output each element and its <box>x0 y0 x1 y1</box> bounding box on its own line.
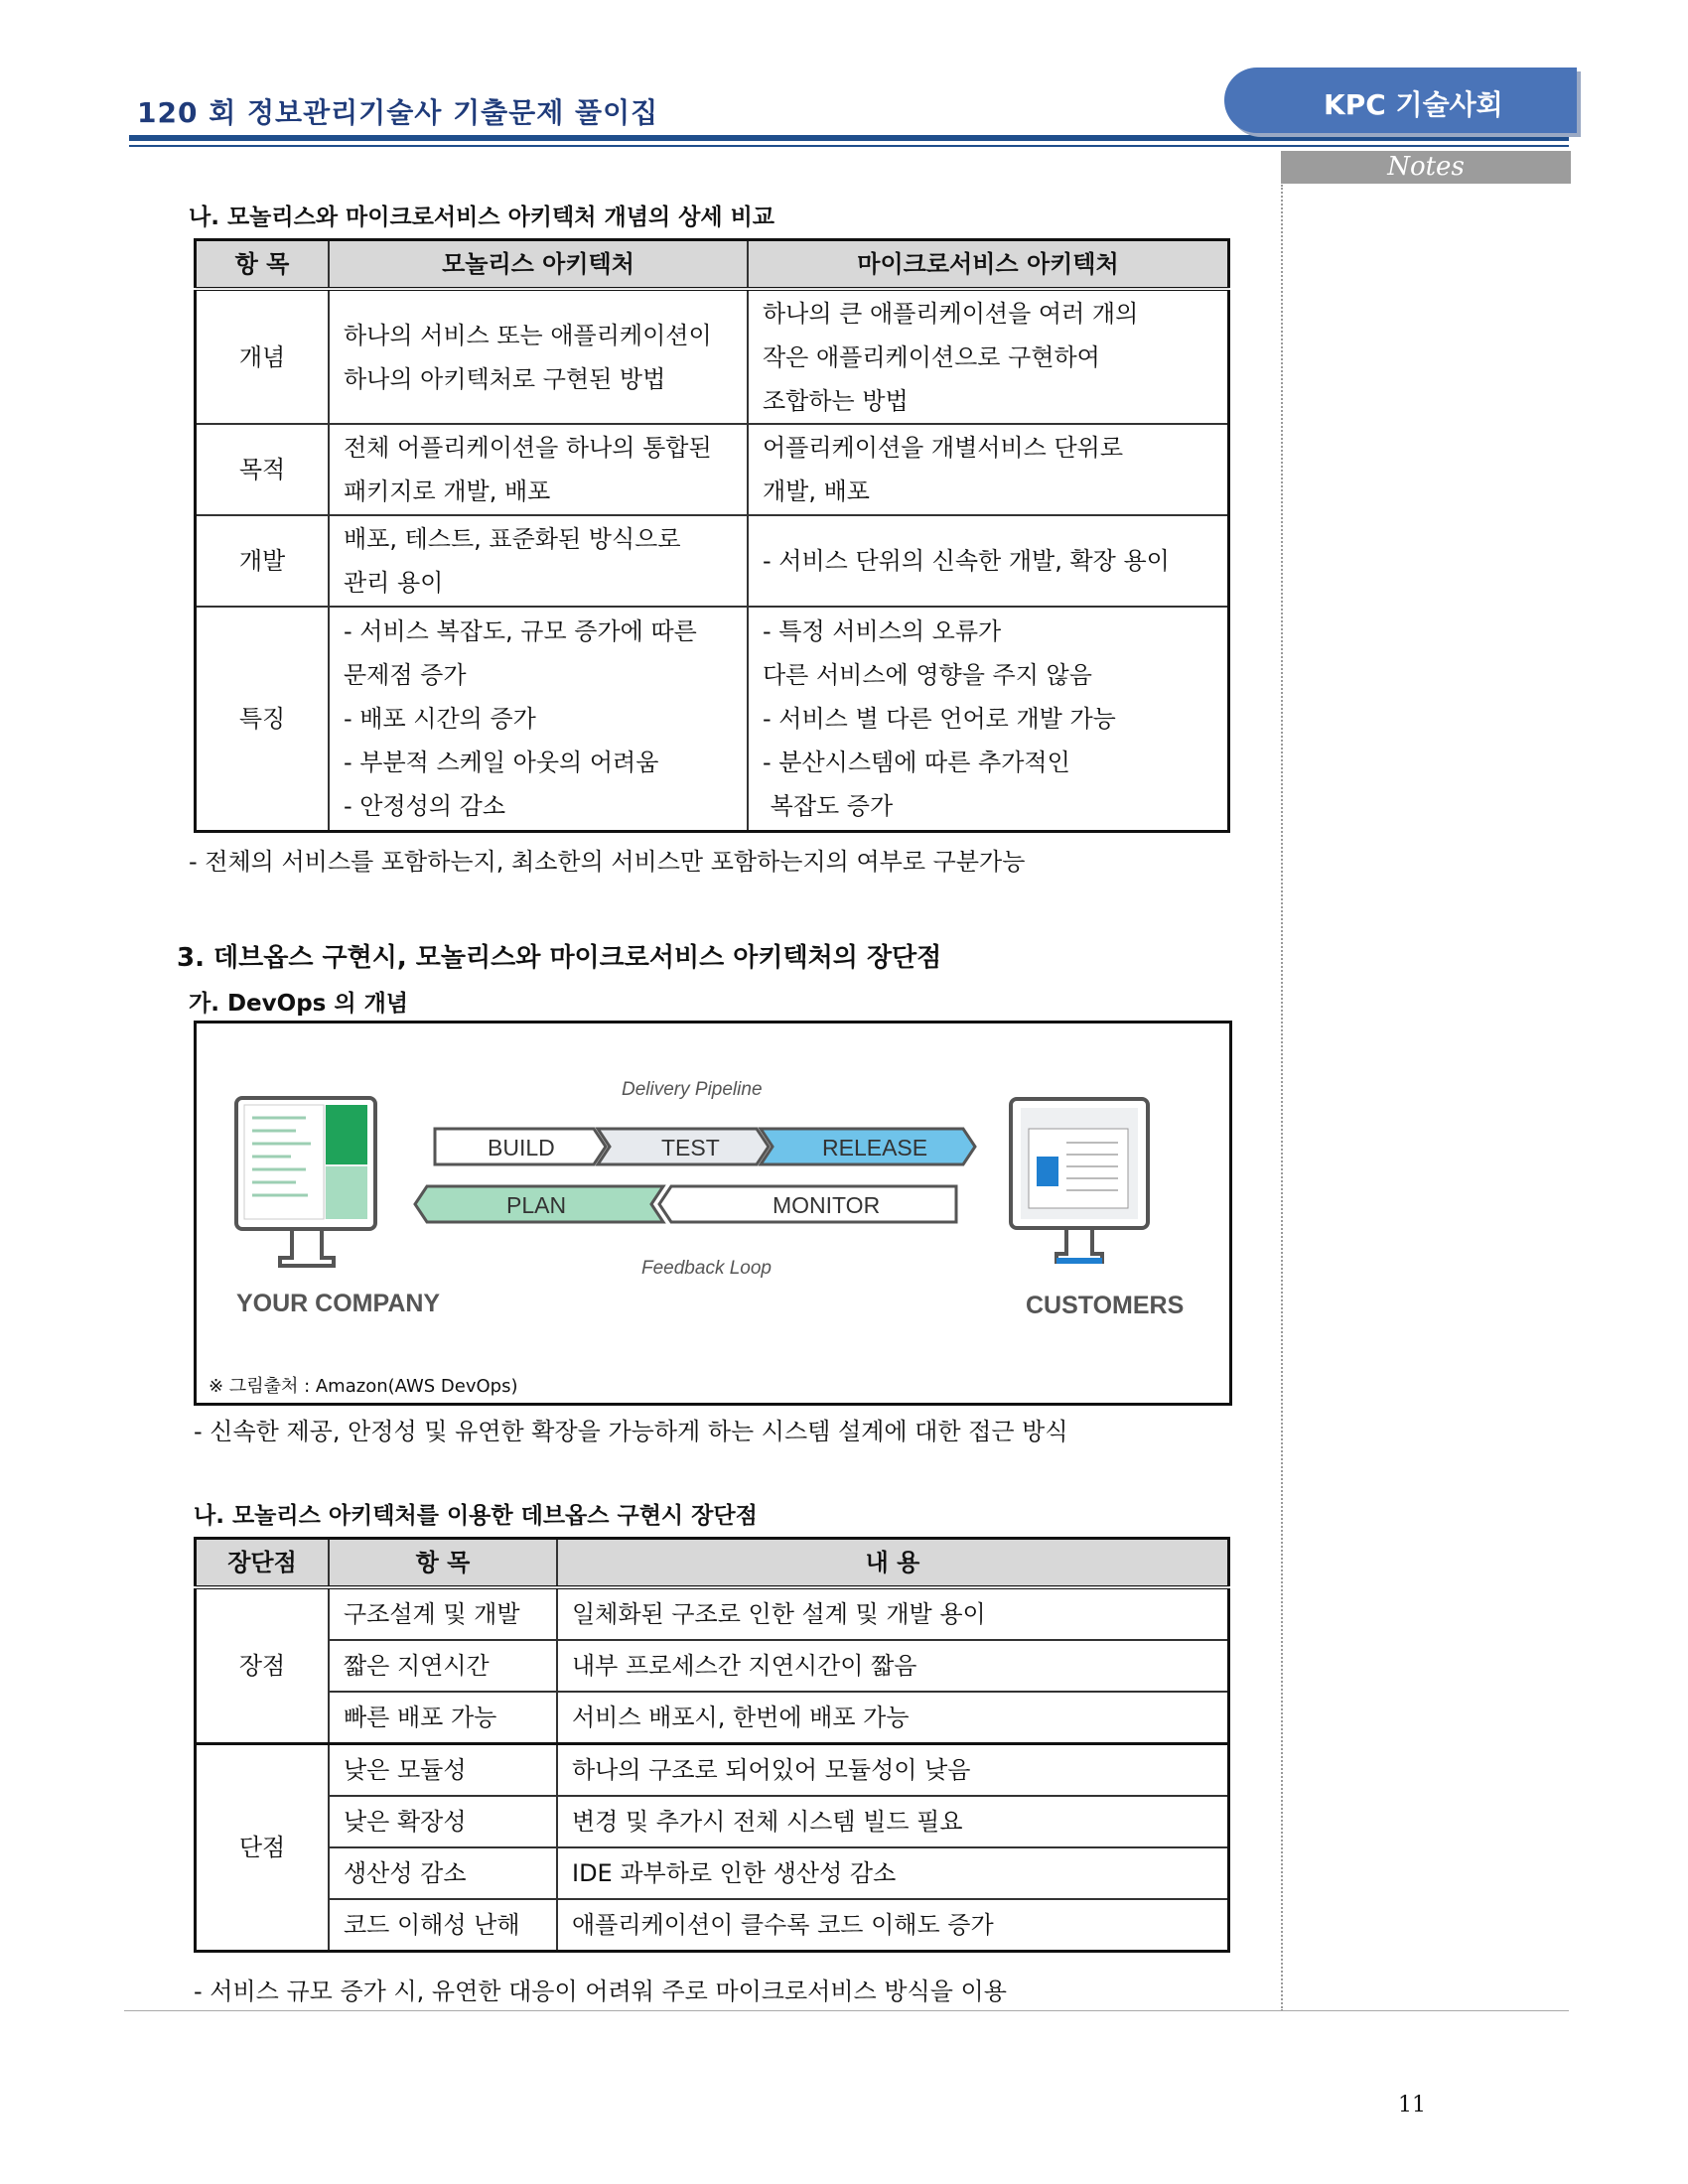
cell-line: 어플리케이션을 개별서비스 단위로 <box>763 434 1124 462</box>
build-label: BUILD <box>488 1135 555 1160</box>
monolith-cell <box>329 289 748 424</box>
row-item: 개념 <box>196 289 330 424</box>
content-cell: 하나의 구조로 되어있어 모듈성이 낮음 <box>557 1744 1229 1797</box>
item-cell: 구조설계 및 개발 <box>329 1587 557 1640</box>
devops-note: - 신속한 제공, 안정성 및 유연한 확장을 가능하게 하는 시스템 설계에 대한 접근 방식 <box>194 1418 1068 1445</box>
org-label: KPC 기술사회 <box>1324 88 1503 121</box>
cell-line: 배포, 테스트, 표준화된 방식으로 <box>344 525 681 553</box>
cell-line: 하나의 서비스 또는 애플리케이션이 <box>344 321 712 349</box>
cell-line: 하나의 아키텍처로 구현된 방법 <box>344 364 666 393</box>
comparison-table <box>194 238 1230 833</box>
your-company-label: YOUR COMPANY <box>236 1290 441 1317</box>
comparison-note: - 전체의 서비스를 포함하는지, 최소한의 서비스만 포함하는지의 여부로 구분가능 <box>189 848 1026 876</box>
pros-cons-heading: 나. 모놀리스 아키텍처를 이용한 데브옵스 구현시 장단점 <box>194 1503 758 1529</box>
customers-label: CUSTOMERS <box>1026 1292 1185 1319</box>
cell-line: - 배포 시간의 증가 <box>344 704 536 733</box>
content-cell: IDE 과부하로 인한 생산성 감소 <box>557 1847 1229 1899</box>
footer-rule <box>124 2010 1569 2011</box>
cell-line: - 분산시스템에 따른 추가적인 <box>763 748 1070 776</box>
cell-line: 하나의 큰 애플리케이션을 여러 개의 <box>763 299 1139 328</box>
row-item: 개발 <box>196 515 330 607</box>
devops-concept-heading: 가. DevOps 의 개념 <box>189 991 409 1017</box>
content-cell: 내부 프로세스간 지연시간이 짧음 <box>557 1640 1229 1692</box>
cell-line: 작은 애플리케이션으로 구현하여 <box>763 342 1100 371</box>
notes-divider <box>1281 185 1283 2011</box>
microservice-cell <box>748 515 1229 607</box>
pros-group-label: 장점 <box>196 1587 330 1744</box>
microservice-cell <box>748 289 1229 424</box>
devops-diagram <box>197 1024 1229 1403</box>
row-item: 목적 <box>196 424 330 515</box>
plan-label: PLAN <box>506 1192 567 1218</box>
item-cell: 짧은 지연시간 <box>329 1640 557 1692</box>
company-monitor-icon <box>236 1098 375 1266</box>
customer-monitor-icon <box>1011 1099 1148 1264</box>
content-cell: 서비스 배포시, 한번에 배포 가능 <box>557 1692 1229 1744</box>
org-tab <box>1224 68 1577 133</box>
item-cell: 생산성 감소 <box>329 1847 557 1899</box>
monolith-cell <box>329 515 748 607</box>
pros-cons-table <box>194 1537 1230 1953</box>
microservice-cell <box>748 607 1229 831</box>
feedback-loop-label: Feedback Loop <box>641 1258 772 1279</box>
col-header-type: 장단점 <box>196 1539 330 1588</box>
monitor-label: MONITOR <box>773 1192 881 1218</box>
col-header-monolith: 모놀리스 아키텍처 <box>329 240 748 290</box>
content-cell: 일체화된 구조로 인한 설계 및 개발 용이 <box>557 1587 1229 1640</box>
table-row <box>196 1744 1229 1797</box>
item-cell: 코드 이해성 난해 <box>329 1899 557 1952</box>
content-cell: 변경 및 추가시 전체 시스템 빌드 필요 <box>557 1796 1229 1847</box>
col-header-item: 항 목 <box>329 1539 557 1588</box>
release-label: RELEASE <box>822 1135 928 1160</box>
page-number: 11 <box>1398 2093 1426 2117</box>
cell-line: 다른 서비스에 영향을 주지 않음 <box>763 660 1092 689</box>
pros-cons-note: - 서비스 규모 증가 시, 유연한 대응이 어려워 주로 마이크로서비스 방식을 이용 <box>194 1978 1007 2005</box>
table-row <box>196 1899 1229 1952</box>
figure-caption: ※ 그림출처 : Amazon(AWS DevOps) <box>209 1376 518 1397</box>
devops-figure <box>194 1021 1232 1406</box>
cell-line: 조합하는 방법 <box>763 386 909 415</box>
monolith-cell <box>329 607 748 831</box>
monolith-cell <box>329 424 748 515</box>
test-label: TEST <box>661 1135 720 1160</box>
col-header-microservice: 마이크로서비스 아키텍처 <box>748 240 1229 290</box>
cell-line: - 서비스 별 다른 언어로 개발 가능 <box>763 704 1116 733</box>
document-title: 120 회 정보관리기술사 기출문제 풀이집 <box>137 96 659 129</box>
table-row <box>196 1640 1229 1692</box>
notes-label: Notes <box>1281 151 1571 184</box>
cell-line: - 서비스 단위의 신속한 개발, 확장 용이 <box>763 547 1170 575</box>
header-rule-thin <box>129 145 1569 147</box>
cons-group-label: 단점 <box>196 1744 330 1952</box>
table-row <box>196 289 1229 424</box>
item-cell: 낮은 모듈성 <box>329 1744 557 1797</box>
cell-line: 복잡도 증가 <box>763 791 894 820</box>
microservice-cell <box>748 424 1229 515</box>
table-row <box>196 1692 1229 1744</box>
content-cell: 애플리케이션이 클수록 코드 이해도 증가 <box>557 1899 1229 1952</box>
item-cell: 낮은 확장성 <box>329 1796 557 1847</box>
table-row <box>196 1796 1229 1847</box>
cell-line: 개발, 배포 <box>763 478 870 505</box>
col-header-item: 항 목 <box>196 240 330 290</box>
col-header-content: 내 용 <box>557 1539 1229 1588</box>
cell-line: - 특정 서비스의 오류가 <box>763 616 1002 645</box>
delivery-pipeline-label: Delivery Pipeline <box>622 1079 763 1100</box>
item-cell: 빠른 배포 가능 <box>329 1692 557 1744</box>
cell-line: - 안정성의 감소 <box>344 791 506 820</box>
cell-line: 관리 용이 <box>344 569 444 597</box>
comparison-heading: 나. 모놀리스와 마이크로서비스 아키텍처 개념의 상세 비교 <box>189 205 775 230</box>
cell-line: - 서비스 복잡도, 규모 증가에 따른 <box>344 616 697 645</box>
row-item: 특징 <box>196 607 330 831</box>
cell-line: 문제점 증가 <box>344 660 467 689</box>
table-row <box>196 1847 1229 1899</box>
table-row <box>196 607 1229 831</box>
cell-line: - 부분적 스케일 아웃의 어려움 <box>344 748 659 776</box>
section-3-heading: 3. 데브옵스 구현시, 모놀리스와 마이크로서비스 아키텍처의 장단점 <box>177 943 942 973</box>
cell-line: 전체 어플리케이션을 하나의 통합된 <box>344 434 712 462</box>
cell-line: 패키지로 개발, 배포 <box>344 478 551 505</box>
header-rule <box>129 135 1569 141</box>
table-row <box>196 424 1229 515</box>
table-row <box>196 515 1229 607</box>
table-row <box>196 1587 1229 1640</box>
